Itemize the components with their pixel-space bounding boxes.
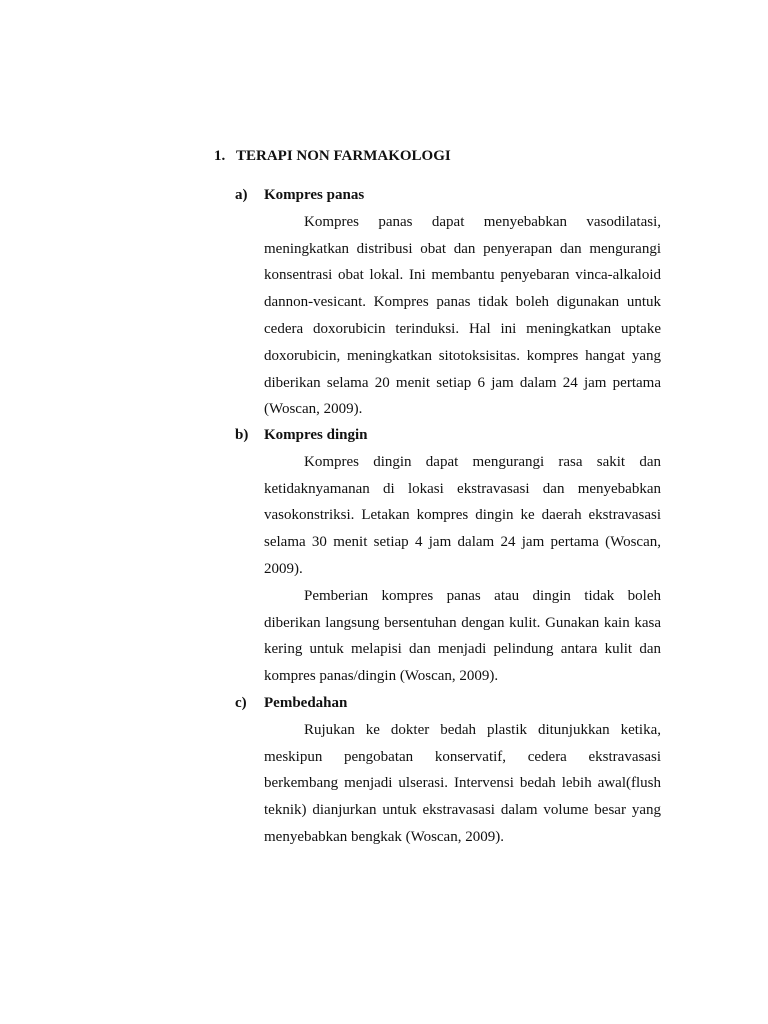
subsection-title-text: Pembedahan xyxy=(264,695,348,711)
subsection-title-text: Kompres dingin xyxy=(264,427,368,443)
section-heading xyxy=(214,146,451,166)
paragraph: Kompres panas dapat menyebabkan vasodilatasi, meningkatkan distribusi obat dan penyerapan dan mengurangi konsentrasi obat lokal. Ini membantu penyebaran vinca-alkaloid dannon-vesicant. Kompres panas tidak boleh digunakan untuk cedera doxorubicin terinduksi. Hal ini meningkatkan uptake doxorubicin, meningkatkan sitotoksisitas. kompres hangat yang diberikan selama 20 menit setiap 6 jam dalam 24 jam pertama (Woscan, 2009). xyxy=(264,213,661,418)
paragraph: Rujukan ke dokter bedah plastik ditunjukkan ketika, meskipun pengobatan konservatif, cedera ekstravasasi berkembang menjadi ulserasi. Intervensi bedah lebih awal(flush teknik) dianjurkan untuk ekstravasasi dalam volume besar yang menyebabkan bengkak (Woscan, 2009). xyxy=(264,721,661,845)
subsection-pembedahan xyxy=(235,690,661,851)
heading-text: TERAPI NON FARMAKOLOGI xyxy=(236,148,451,164)
subsection-kompres-panas xyxy=(235,182,661,423)
subsection-title xyxy=(235,182,661,209)
subsection-kompres-dingin xyxy=(235,422,661,690)
heading-number: 1. xyxy=(214,148,226,164)
subsection-letter: b) xyxy=(235,427,249,443)
subsection-title-text: Kompres panas xyxy=(264,187,365,203)
subsection-letter: c) xyxy=(235,695,247,711)
paragraph: Pemberian kompres panas atau dingin tidak boleh diberikan langsung bersentuhan dengan kulit. Gunakan kain kasa kering untuk melapisi dan menjadi pelindung antara kulit dan kompres panas/dingin (Woscan, 2009). xyxy=(264,587,661,685)
subsection-title xyxy=(235,690,661,717)
paragraph: Kompres dingin dapat mengurangi rasa sakit dan ketidaknyamanan di lokasi ekstravasasi dan menyebabkan vasokonstriksi. Letakan kompres dingin ke daerah ekstravasasi selama 30 menit setiap 4 jam dalam 24 jam pertama (Woscan, 2009). xyxy=(264,453,661,577)
subsection-letter: a) xyxy=(235,187,248,203)
subsection-title xyxy=(235,422,661,449)
